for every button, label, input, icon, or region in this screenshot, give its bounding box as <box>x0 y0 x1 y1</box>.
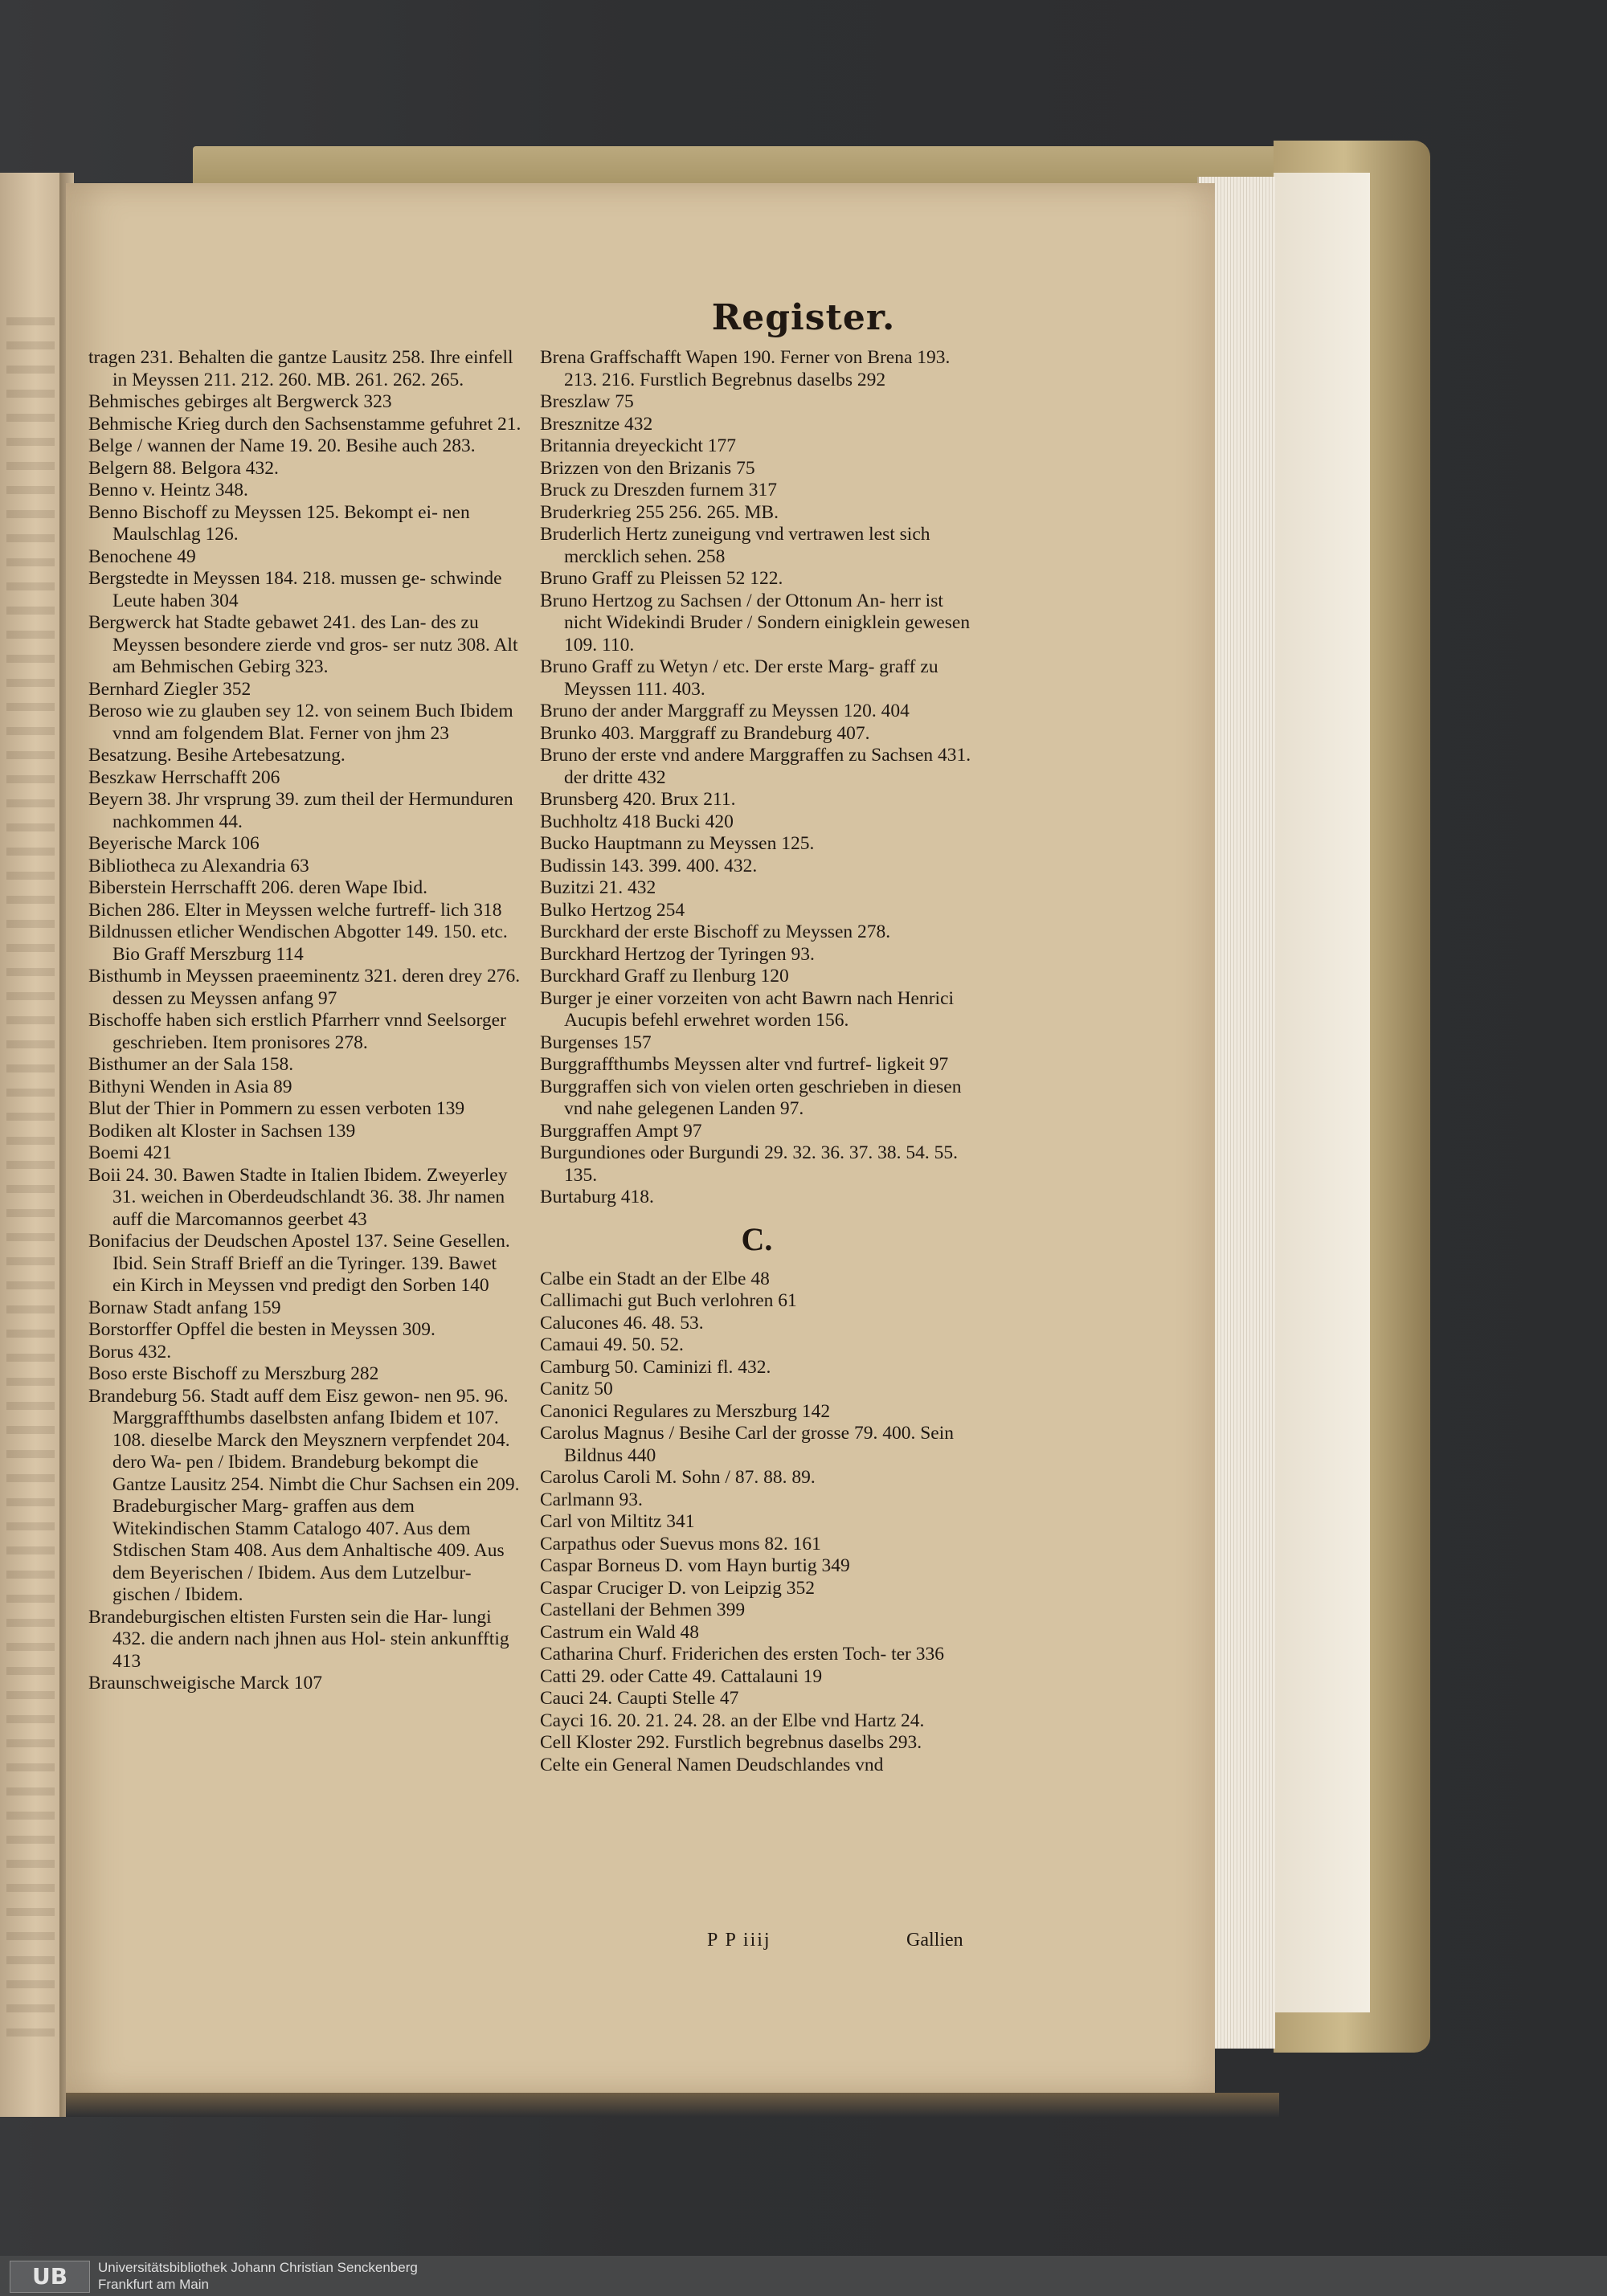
right-column <box>540 347 974 1776</box>
index-entry: Canitz 50 <box>540 1379 613 1399</box>
index-entry: Carpathus oder Suevus mons 82. 161 <box>540 1533 821 1554</box>
index-entry: Carlmann 93. <box>540 1489 643 1510</box>
index-entry: Catti 29. oder Catte 49. Cattalauni 19 <box>540 1665 823 1687</box>
index-entry: Bruderlich Hertz zuneigung vnd vertrawen lest sich mercklich sehen. 258 <box>540 524 930 567</box>
index-entry: Belge / wannen der Name 19. 20. Besihe auch 283. <box>88 435 476 456</box>
index-entry: Burckhard der erste Bischoff zu Meyssen 278. <box>540 921 891 942</box>
index-entry: Brandeburgischen eltisten Fursten sein die Har- lungi 432. die andern nach jhnen aus Hol- stein ankunfftig 413 <box>88 1606 509 1672</box>
library-name <box>98 2259 418 2293</box>
index-entry: Blut der Thier in Pommern zu essen verboten 139 <box>88 1098 465 1119</box>
book-endpaper <box>1274 173 1370 2012</box>
book-cover-right <box>1274 141 1430 2053</box>
index-entry: Bornaw Stadt anfang 159 <box>88 1297 281 1318</box>
index-entry: Bonifacius der Deudschen Apostel 137. Seine Gesellen. Ibid. Sein Straff Brieff an die Tyringer. 139. Bawet ein Kirch in Meyssen vnd predigt den Sorben 140 <box>88 1231 510 1296</box>
index-entry: Bucko Hauptmann zu Meyssen 125. <box>540 833 815 854</box>
index-entry: Braunschweigische Marck 107 <box>88 1673 323 1693</box>
index-entry: tragen 231. Behalten die gantze Lausitz 258. Ihre einfell in Meyssen 211. 212. 260. MB. 261. 262. 265. <box>88 347 513 390</box>
library-name-line2: Frankfurt am Main <box>98 2277 209 2292</box>
index-entry: Cayci 16. 20. 21. 24. 28. an der Elbe vnd Hartz 24. <box>540 1710 925 1731</box>
index-entry: Camburg 50. Caminizi fl. 432. <box>540 1356 771 1378</box>
index-entry: Boii 24. 30. Bawen Stadte in Italien Ibidem. Zweyerley 31. weichen in Oberdeudschlandt 36. 38. Jhr namen auff die Marcomannos geerbet 43 <box>88 1164 508 1230</box>
index-entry: Britannia dreyeckicht 177 <box>540 435 737 456</box>
index-entry: Brandeburg 56. Stadt auff dem Eisz gewon- nen 95. 96. Marggraffthumbs daselbsten anfang Ibidem et 107. 108. dieselbe Marck den Meysznern verpfendet 204. dero Wa- pen / Ibidem. Brandeburg bekompt die Gantze Lausitz 254. Nimbt die Chur Sachsen ein 209. Bradeburgischer Marg- graffen aus dem Witekindischen Stamm Catalogo 407. Aus dem Stdischen Stam 408. Aus dem Anhaltische 409. Aus dem Beyerischen / Ibidem. Aus dem Lutzelbur- gischen / Ibidem. <box>88 1385 520 1605</box>
index-entry: Behmisches gebirges alt Bergwerck 323 <box>88 391 392 412</box>
index-entry: Benochene 49 <box>88 545 196 567</box>
index-entry: Bodiken alt Kloster in Sachsen 139 <box>88 1120 356 1142</box>
left-page-text-ghost <box>6 317 55 2045</box>
index-entry: Bruno Graff zu Pleissen 52 122. <box>540 568 783 589</box>
index-entry: Borus 432. <box>88 1341 172 1362</box>
index-entry: Caspar Cruciger D. von Leipzig 352 <box>540 1577 815 1599</box>
index-entry: Bisthumer an der Sala 158. <box>88 1054 294 1075</box>
index-entry: Calbe ein Stadt an der Elbe 48 <box>540 1268 770 1289</box>
index-entry: Belgern 88. Belgora 432. <box>88 457 279 479</box>
index-entry: Carl von Miltitz 341 <box>540 1511 695 1532</box>
index-entry: Canonici Regulares zu Merszburg 142 <box>540 1400 831 1422</box>
index-entry: Bruno der ander Marggraff zu Meyssen 120. 404 <box>540 701 910 721</box>
library-name-line1: Universitätsbibliothek Johann Christian Senckenberg <box>98 2260 418 2275</box>
left-column <box>88 347 522 1695</box>
index-entry: Bisthumb in Meyssen praeeminentz 321. deren drey 276. dessen zu Meyssen anfang 97 <box>88 966 521 1009</box>
index-entry: Beyerische Marck 106 <box>88 833 260 854</box>
index-entry: Castrum ein Wald 48 <box>540 1621 700 1643</box>
index-entry: Burggraffen Ampt 97 <box>540 1120 702 1142</box>
index-entry: Bruno Graff zu Wetyn / etc. Der erste Marg- graff zu Meyssen 111. 403. <box>540 656 938 700</box>
page-header: Register. <box>711 297 896 338</box>
index-entry: Boso erste Bischoff zu Merszburg 282 <box>88 1363 379 1384</box>
index-entry: Burgenses 157 <box>540 1032 652 1053</box>
page-shadow <box>66 2093 1279 2117</box>
index-entry: Bergwerck hat Stadte gebawet 241. des Lan- des zu Meyssen besondere zierde vnd gros- ser nutz 308. Alt am Behmischen Gebirg 323. <box>88 612 518 677</box>
index-entry: Buzitzi 21. 432 <box>540 877 656 898</box>
index-entry: Beroso wie zu glauben sey 12. von seinem Buch Ibidem vnnd am folgendem Blat. Ferner von jhm 23 <box>88 701 513 744</box>
index-entry: Benno Bischoff zu Meyssen 125. Bekompt ei- nen Maulschlag 126. <box>88 501 470 545</box>
index-entry: Camaui 49. 50. 52. <box>540 1334 684 1355</box>
index-entry: Bruderkrieg 255 256. 265. MB. <box>540 501 779 523</box>
index-entry: Bruno der erste vnd andere Marggraffen zu Sachsen 431. der dritte 432 <box>540 745 971 788</box>
index-entry: Carolus Magnus / Besihe Carl der grosse 79. 400. Sein Bildnus 440 <box>540 1423 954 1466</box>
section-letter-c: C. <box>741 1220 773 1257</box>
index-entry: Bruno Hertzog zu Sachsen / der Ottonum An- herr ist nicht Widekindi Bruder / Sondern einigklein gewesen 109. 110. <box>540 590 971 656</box>
index-entry: Bruck zu Dreszden furnem 317 <box>540 480 777 500</box>
index-entry: Beyern 38. Jhr vrsprung 39. zum theil der Hermunduren nachkommen 44. <box>88 789 513 832</box>
index-entry: Brunsberg 420. Brux 211. <box>540 789 736 810</box>
index-entry: Catharina Churf. Friderichen des ersten Toch- ter 336 <box>540 1644 945 1665</box>
index-entry: Callimachi gut Buch verlohren 61 <box>540 1290 797 1311</box>
index-entry: Burggraffthumbs Meyssen alter vnd furtref- ligkeit 97 <box>540 1054 949 1075</box>
index-entry: Budissin 143. 399. 400. 432. <box>540 855 758 876</box>
index-entry: Bernhard Ziegler 352 <box>88 678 251 700</box>
index-entry: Brunko 403. Marggraff zu Brandeburg 407. <box>540 722 870 744</box>
library-logo: UB <box>10 2261 90 2293</box>
index-entry: Caspar Borneus D. vom Hayn burtig 349 <box>540 1555 850 1576</box>
right-column-b-entries <box>540 347 974 1209</box>
index-entry: Bergstedte in Meyssen 184. 218. mussen ge- schwinde Leute haben 304 <box>88 568 502 611</box>
index-entry: Borstorffer Opffel die besten in Meyssen 309. <box>88 1319 435 1340</box>
index-entry: Bischoffe haben sich erstlich Pfarrherr vnnd Seelsorger geschrieben. Item pronisores 278. <box>88 1010 506 1053</box>
index-entry: Buchholtz 418 Bucki 420 <box>540 811 734 832</box>
index-entry: Behmische Krieg durch den Sachsenstamme gefuhret 21. <box>88 413 521 435</box>
index-entry: Bresznitze 432 <box>540 413 653 435</box>
index-entry: Castellani der Behmen 399 <box>540 1599 746 1620</box>
index-entry: Bibliotheca zu Alexandria 63 <box>88 855 309 876</box>
index-entry: Boemi 421 <box>88 1142 172 1163</box>
index-entry: Cell Kloster 292. Furstlich begrebnus daselbs 293. <box>540 1732 922 1753</box>
index-entry: Bulko Hertzog 254 <box>540 899 685 921</box>
index-entry: Bildnussen etlicher Wendischen Abgotter 149. 150. etc. Bio Graff Merszburg 114 <box>88 921 508 965</box>
index-entry: Celte ein General Namen Deudschlandes vnd <box>540 1754 884 1775</box>
index-entry: Burgundiones oder Burgundi 29. 32. 36. 37. 38. 54. 55. 135. <box>540 1142 959 1186</box>
index-entry: Burggraffen sich von vielen orten geschrieben in diesen vnd nahe gelegenen Landen 97. <box>540 1076 962 1119</box>
index-entry: Carolus Caroli M. Sohn / 87. 88. 89. <box>540 1467 816 1488</box>
index-entry: Besatzung. Besihe Artebesatzung. <box>88 745 346 766</box>
signature-mark: P P iiij <box>707 1930 771 1951</box>
right-column-c-entries <box>540 1269 974 1777</box>
index-entry: Burtaburg 418. <box>540 1187 654 1207</box>
index-entry: Brizzen von den Brizanis 75 <box>540 457 755 479</box>
index-entry: Benno v. Heintz 348. <box>88 480 248 500</box>
index-entry: Bichen 286. Elter in Meyssen welche furtreff- lich 318 <box>88 899 502 921</box>
index-entry: Bithyni Wenden in Asia 89 <box>88 1076 292 1097</box>
index-entry: Calucones 46. 48. 53. <box>540 1312 704 1334</box>
index-entry: Breszlaw 75 <box>540 391 634 412</box>
index-entry: Beszkaw Herrschafft 206 <box>88 766 280 788</box>
catchword: Gallien <box>906 1930 963 1951</box>
left-page-fragment <box>0 173 66 2117</box>
index-entry: Biberstein Herrschafft 206. deren Wape Ibid. <box>88 877 428 898</box>
index-entry: Burckhard Hertzog der Tyringen 93. <box>540 943 815 965</box>
index-entry: Burger je einer vorzeiten von acht Bawrn nach Henrici Aucupis befehl erwehret worden 156. <box>540 987 955 1031</box>
index-entry: Brena Graffschafft Wapen 190. Ferner von Brena 193. 213. 216. Furstlich Begrebnus daselbs 292 <box>540 347 951 390</box>
index-entry: Burckhard Graff zu Ilenburg 120 <box>540 966 789 987</box>
index-entry: Cauci 24. Caupti Stelle 47 <box>540 1688 739 1709</box>
